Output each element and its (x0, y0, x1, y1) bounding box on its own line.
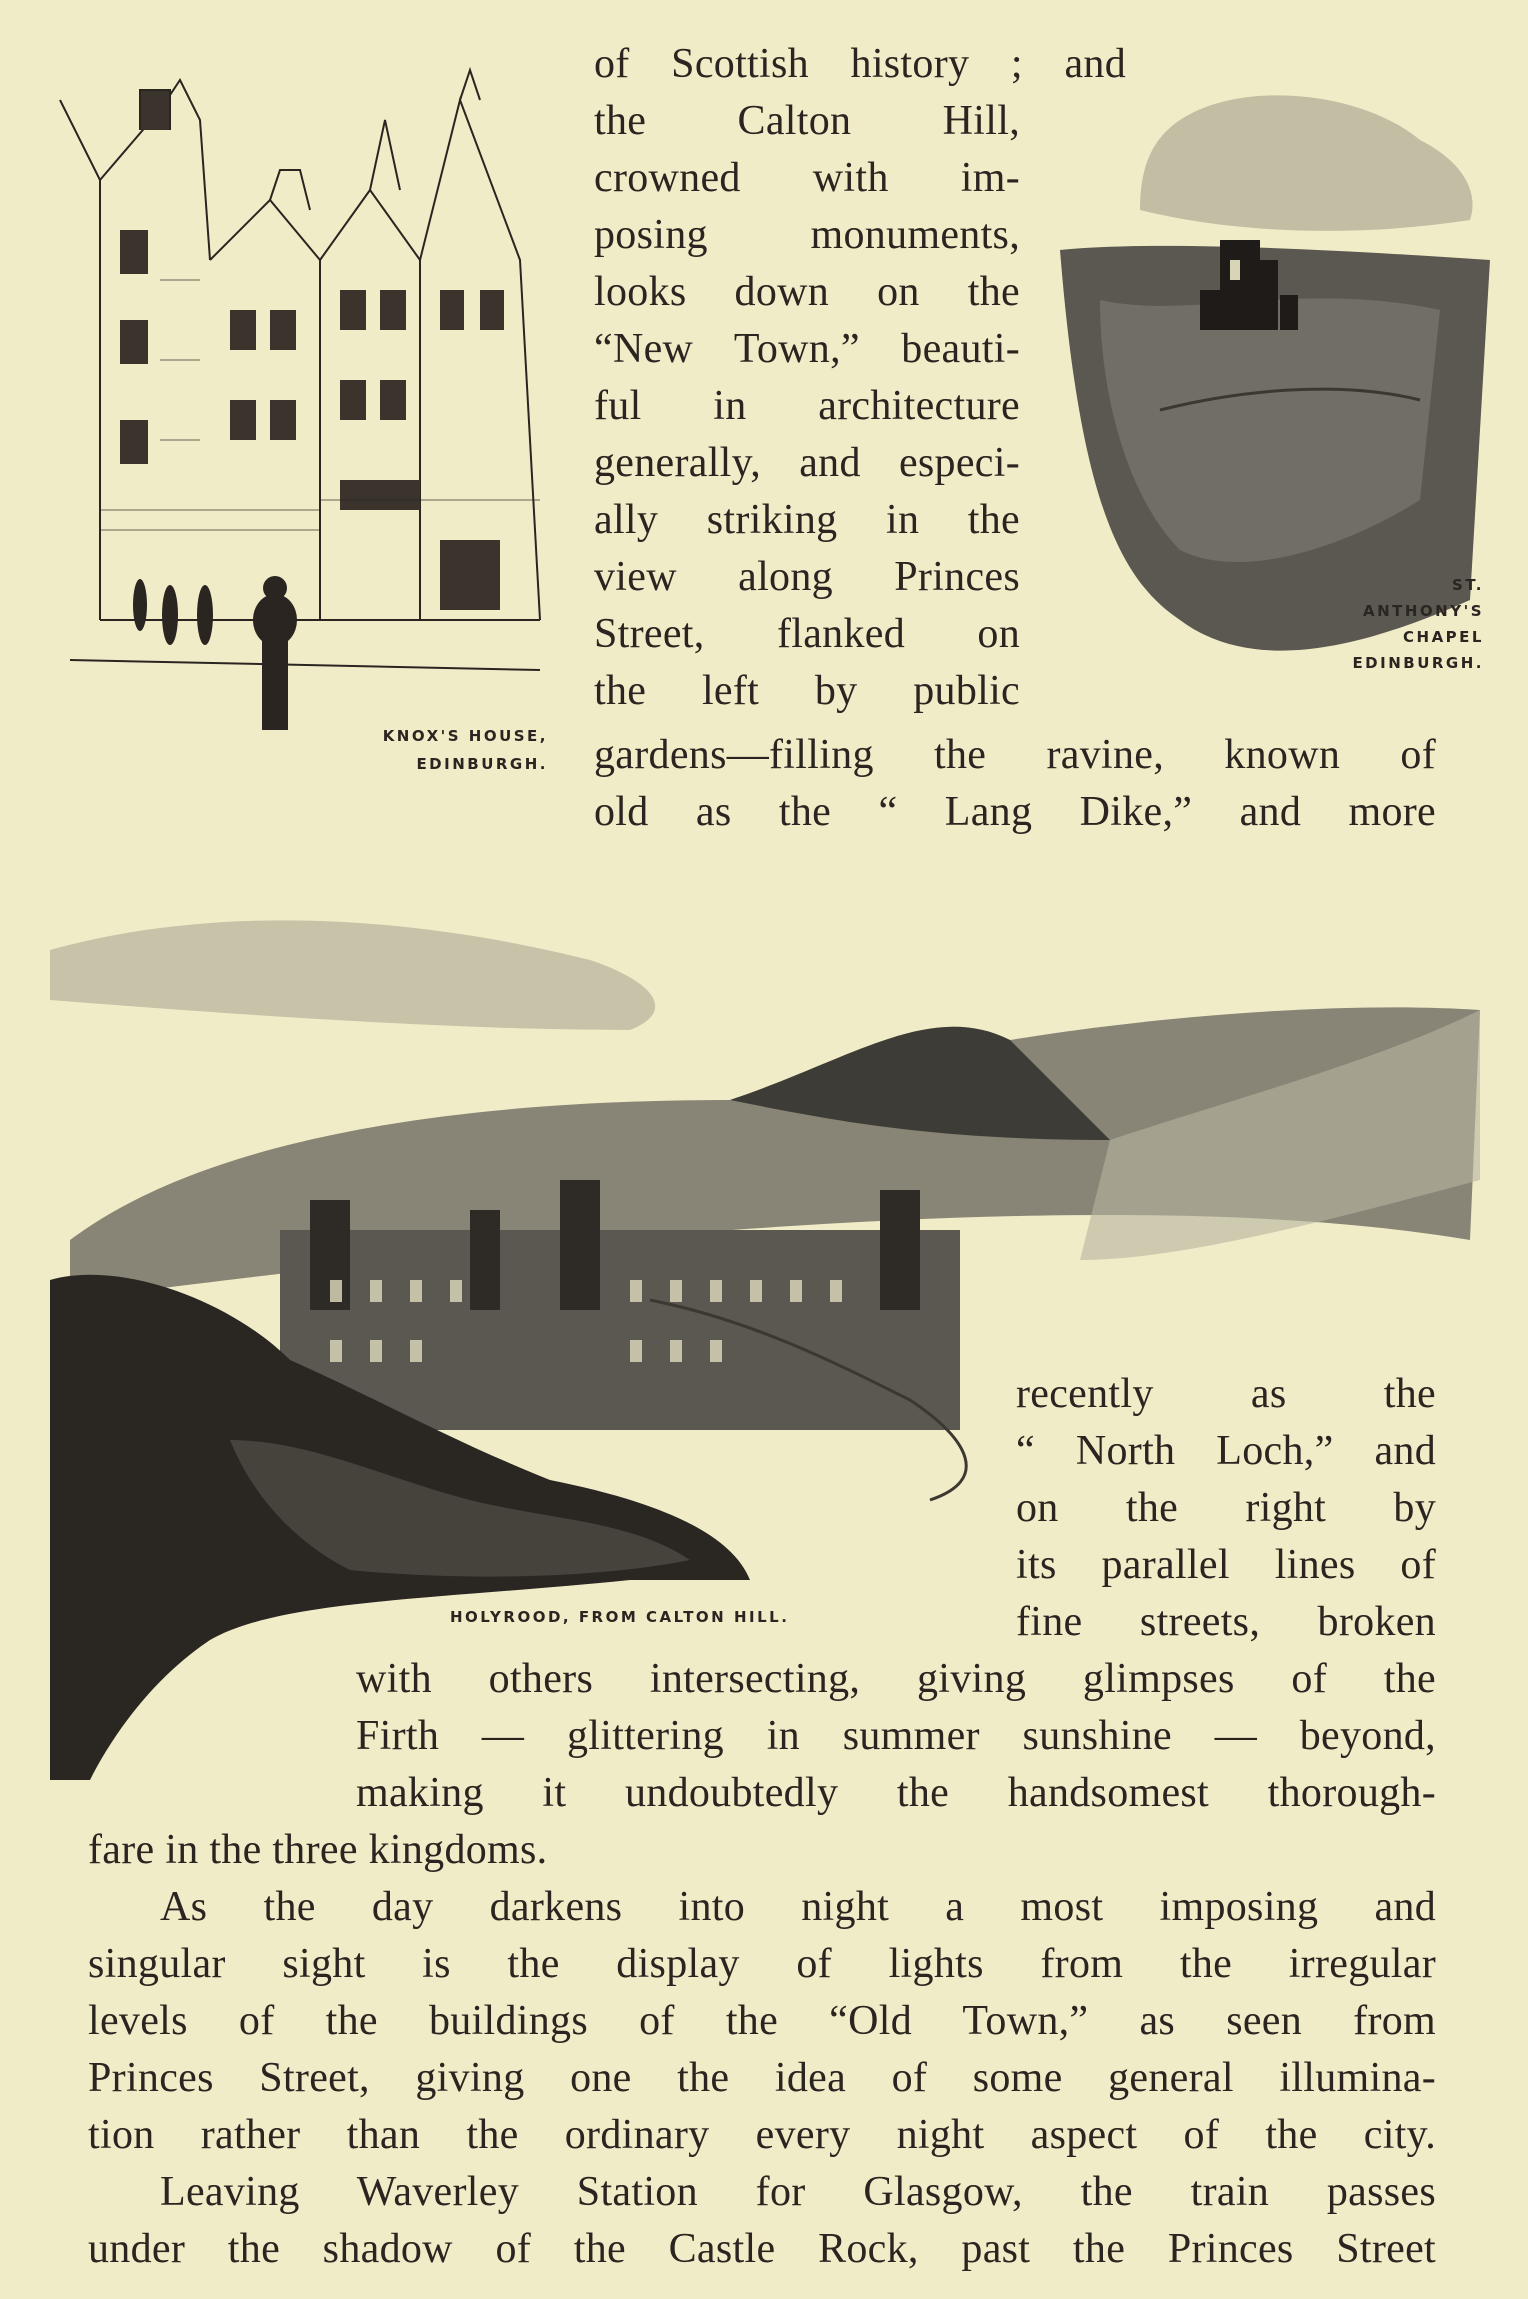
text-line: fare in the three kingdoms. (88, 1827, 548, 1873)
text-line: tion rather than the ordinary every night aspect of the city. (88, 2112, 1436, 2158)
text-line: with others intersecting, giving glimpses of the (356, 1656, 1436, 1702)
anthony-caption-line-3: CHAPEL (1403, 628, 1484, 646)
text-line: its parallel lines of (1016, 1542, 1436, 1588)
text-line: view along Princes (594, 554, 1020, 600)
text-line: ally striking in the (594, 497, 1020, 543)
text-line: recently as the (1016, 1371, 1436, 1417)
text-line: looks down on the (594, 269, 1020, 315)
anthony-caption-line-2: ANTHONY'S (1362, 602, 1484, 620)
text-line: “ North Loch,” and (1016, 1428, 1436, 1474)
text-line: Princes Street, giving one the idea of some general illumina- (88, 2055, 1436, 2101)
knox-caption-line-1: KNOX'S HOUSE, (382, 727, 548, 745)
text-line: making it undoubtedly the handsomest thorough- (356, 1770, 1436, 1816)
text-line: “New Town,” beauti- (594, 326, 1020, 372)
text-line: of Scottish history ; and (594, 41, 1126, 87)
text-line: old as the “ Lang Dike,” and more (594, 789, 1436, 835)
text-line: posing monuments, (594, 212, 1020, 258)
knox-house-illustration (40, 60, 560, 820)
text-line: under the shadow of the Castle Rock, past the Princes Street (88, 2226, 1436, 2272)
holyrood-caption: HOLYROOD, FROM CALTON HILL. (450, 1608, 790, 1626)
text-line: As the day darkens into night a most imposing and (160, 1884, 1436, 1930)
text-line: crowned with im- (594, 155, 1020, 201)
knox-caption-line-2: EDINBURGH. (416, 755, 548, 773)
anthony-caption-line-4: EDINBURGH. (1352, 654, 1484, 672)
text-line: the left by public (594, 668, 1020, 714)
text-line: on the right by (1016, 1485, 1436, 1531)
text-line: Leaving Waverley Station for Glasgow, the train passes (160, 2169, 1436, 2215)
text-line: gardens—filling the ravine, known of (594, 732, 1436, 778)
text-line: Firth — glittering in summer sunshine — beyond, (356, 1713, 1436, 1759)
text-line: singular sight is the display of lights from the irregular (88, 1941, 1436, 1987)
text-line: fine streets, broken (1016, 1599, 1436, 1645)
text-line: the Calton Hill, (594, 98, 1020, 144)
knox-house-caption (300, 722, 548, 778)
st-anthonys-chapel-caption (1240, 572, 1484, 676)
anthony-caption-line-1: ST. (1452, 576, 1484, 594)
text-line: levels of the buildings of the “Old Town,” as seen from (88, 1998, 1436, 2044)
text-line: generally, and especi- (594, 440, 1020, 486)
text-line: ful in architecture (594, 383, 1020, 429)
text-line: Street, flanked on (594, 611, 1020, 657)
